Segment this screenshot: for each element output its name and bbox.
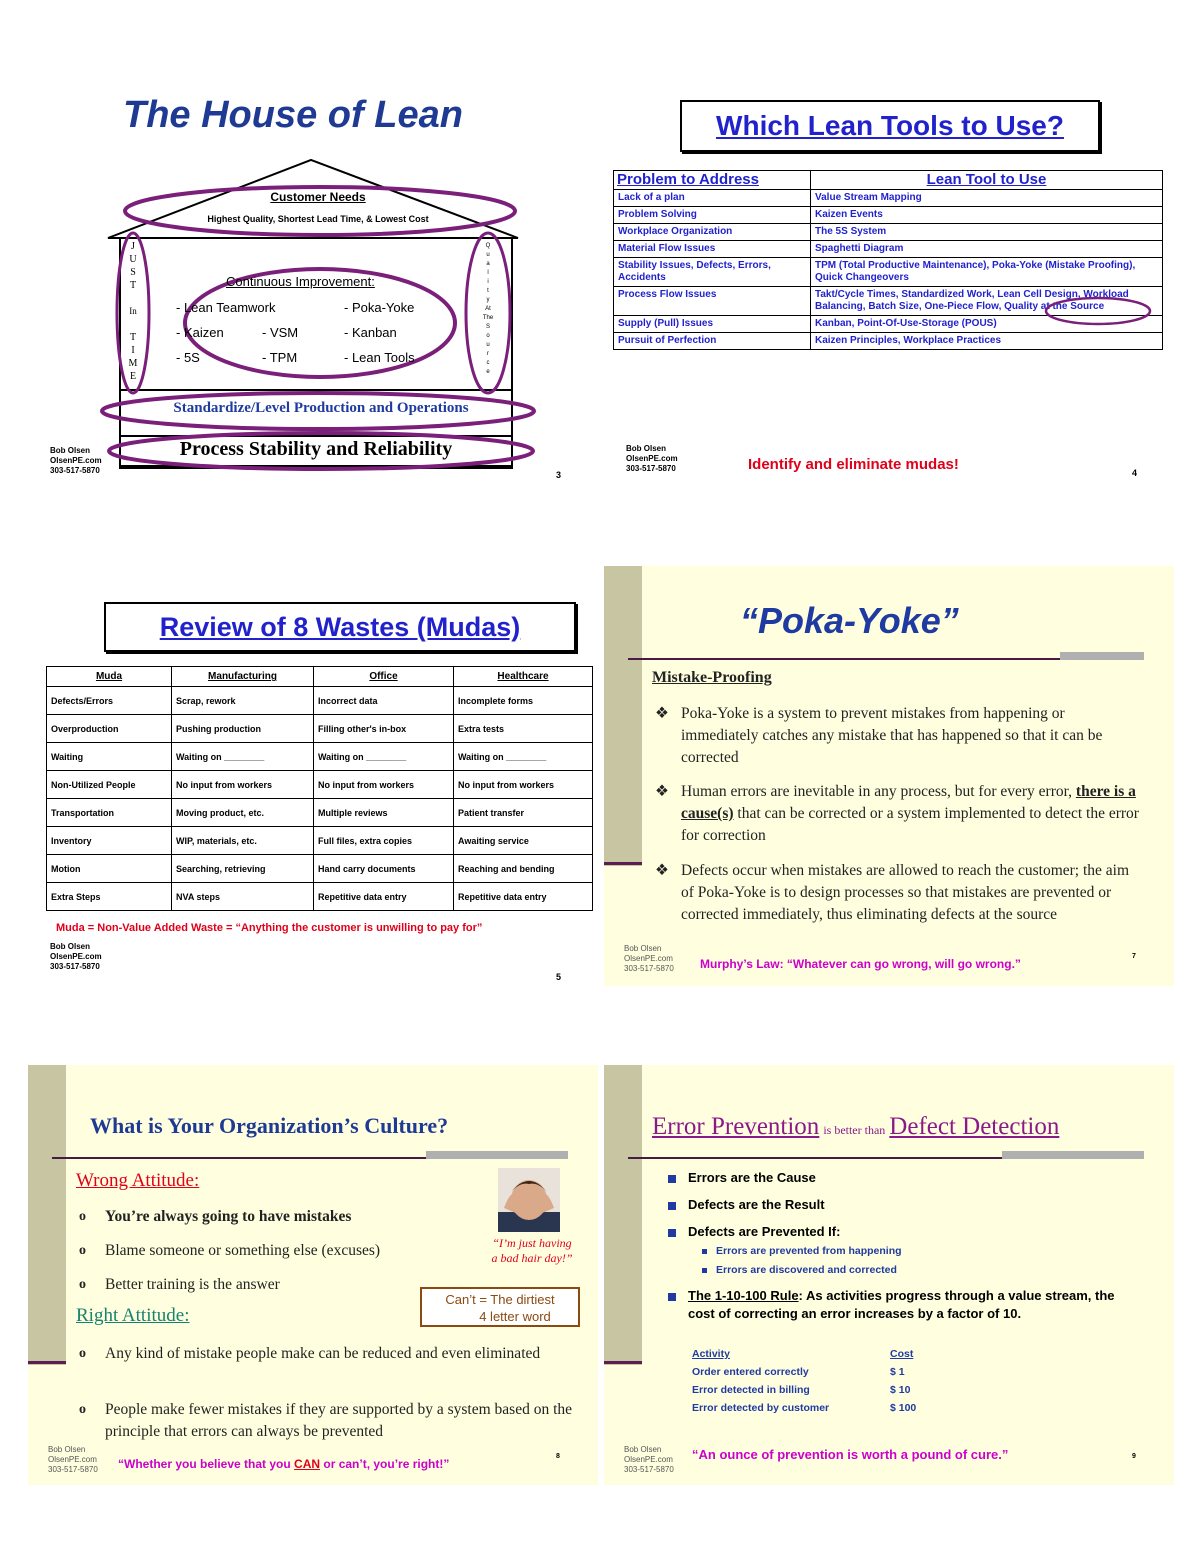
author-block: [50, 446, 102, 476]
table-cell: Repetitive data entry: [314, 883, 454, 911]
table-cell: Reaching and bending: [454, 855, 593, 883]
slide-footer: “An ounce of prevention is worth a pound of cure.”: [692, 1447, 1009, 1462]
author-phone: 303-517-5870: [48, 1465, 98, 1474]
bullet-text: Errors are the Cause: [688, 1170, 816, 1185]
slide-title: “Poka-Yoke”: [740, 600, 959, 641]
jit-letter: E: [129, 371, 137, 382]
floor-label: Standardize/Level Production and Operations: [173, 400, 469, 416]
accent-bar: [28, 1065, 66, 1365]
table-cell: Defects/Errors: [47, 687, 172, 715]
table-cell: Spaghetti Diagram: [811, 241, 1163, 258]
bullet-item: [79, 1206, 505, 1228]
slide-8-wastes: [28, 566, 598, 986]
quality-letter: r: [487, 351, 489, 357]
author-site: OlsenPE.com: [624, 1455, 673, 1464]
ci-item: - VSM: [262, 325, 299, 340]
circle-bullet-icon: o: [79, 1209, 86, 1224]
author-site: OlsenPE.com: [50, 952, 102, 961]
author-site: OlsenPE.com: [50, 456, 102, 465]
square-bullet-icon: [668, 1229, 676, 1237]
table-row: [614, 241, 1163, 258]
author-block: [48, 1445, 98, 1475]
table-header: Activity: [692, 1348, 730, 1360]
author-name: Bob Olsen: [624, 944, 662, 953]
slide-footer: Identify and eliminate mudas!: [748, 456, 959, 473]
bullet-text: : As activities progress through a value stream, the cost of correcting an error increases by a factor of 10.: [688, 1288, 1115, 1321]
bullet-text: Defects are the Result: [688, 1197, 825, 1212]
title-part: is better than: [823, 1123, 886, 1137]
table-cell: Workplace Organization: [614, 224, 811, 241]
table-cell: Waiting on ________: [314, 743, 454, 771]
jit-letter: J: [131, 241, 135, 252]
circle-bullet-icon: o: [79, 1402, 86, 1417]
table-cell: Pursuit of Perfection: [614, 333, 811, 350]
table-cell: Waiting on ________: [172, 743, 314, 771]
table-header-row: [614, 171, 1163, 190]
slide-poka-yoke: [604, 566, 1174, 986]
page-number: 7: [1132, 953, 1136, 960]
roof-subtitle: Highest Quality, Shortest Lead Time, & Lowest Cost: [207, 214, 429, 224]
table-cell: Moving product, etc.: [172, 799, 314, 827]
bullet-emphasis: there is a cause(s): [681, 783, 1136, 822]
table-row: [614, 333, 1163, 350]
author-name: Bob Olsen: [48, 1445, 86, 1454]
table-cell: Value Stream Mapping: [811, 190, 1163, 207]
table-row: [614, 190, 1163, 207]
table-cell: Order entered correctly: [692, 1366, 809, 1378]
bullet-item: [655, 703, 1141, 769]
author-phone: 303-517-5870: [626, 464, 676, 473]
quality-letter: l: [487, 270, 489, 276]
frustrated-person-photo: [498, 1168, 560, 1232]
bullet-text: Better training is the answer: [105, 1276, 280, 1293]
table-header: Healthcare: [454, 667, 593, 687]
table-cell: Extra Steps: [47, 883, 172, 911]
diamond-bullet-icon: ❖: [655, 862, 669, 879]
table-header-row: [692, 1345, 916, 1363]
table-cell: Repetitive data entry: [454, 883, 593, 911]
table-cell: Overproduction: [47, 715, 172, 743]
bullet-item: [688, 1287, 1128, 1323]
table-cell: Scrap, rework: [172, 687, 314, 715]
table-cell: Non-Utilized People: [47, 771, 172, 799]
author-phone: 303-517-5870: [624, 1465, 674, 1474]
square-bullet-icon: [668, 1293, 676, 1301]
bullet-text: Defects occur when mistakes are allowed to reach the customer; the aim of Poka-Yoke is to design processes so that mistakes are prevented or corrected immediately, thus eliminating defects at the source: [681, 862, 1130, 923]
photo-caption: [482, 1236, 582, 1266]
table-cell: Incomplete forms: [454, 687, 593, 715]
jit-letter: T: [129, 280, 137, 291]
table-row: [47, 771, 593, 799]
ci-item: - Poka-Yoke: [344, 300, 415, 315]
table-cell: Stability Issues, Defects, Errors, Accidents: [614, 258, 811, 287]
accent-bar-dark: [604, 1361, 642, 1364]
cant-callout-box: [420, 1287, 580, 1327]
bullet-text: Defects are Prevented If:: [688, 1224, 841, 1239]
table-cell: Material Flow Issues: [614, 241, 811, 258]
circle-bullet-icon: o: [79, 1277, 86, 1292]
bullet-text: Blame someone or something else (excuses): [105, 1242, 381, 1259]
square-bullet-icon: [668, 1175, 676, 1183]
bullet-text: Poka-Yoke is a system to prevent mistakes from happening or immediately catches any mistake that has happened so that it can be corrected: [681, 705, 1103, 766]
bullet-item: [79, 1240, 505, 1262]
footer-emphasis: CAN: [294, 1457, 321, 1471]
table-row: [47, 827, 593, 855]
table-cell: Problem Solving: [614, 207, 811, 224]
table-row: [614, 224, 1163, 241]
table-cell: Transportation: [47, 799, 172, 827]
table-cell: Process Flow Issues: [614, 287, 811, 316]
table-cell: The 5S System: [811, 224, 1163, 241]
slide-title: What is Your Organization’s Culture?: [90, 1113, 449, 1138]
slide-footer: [118, 1457, 449, 1471]
jit-letter: [126, 318, 140, 331]
table-row: [614, 258, 1163, 287]
table-cell: $ 1: [890, 1366, 905, 1378]
ci-item: - Kanban: [344, 325, 397, 340]
jit-letter: M: [128, 358, 138, 369]
author-name: Bob Olsen: [626, 444, 667, 453]
author-phone: 303-517-5870: [624, 964, 674, 973]
ci-item: - Lean Teamwork: [176, 300, 276, 315]
left-pillar-jit: [126, 240, 140, 383]
callout-line: Can’t = The dirtiest: [445, 1292, 555, 1307]
author-phone: 303-517-5870: [50, 962, 100, 971]
table-cell: Patient transfer: [454, 799, 593, 827]
table-cell: Multiple reviews: [314, 799, 454, 827]
bullet-item: [79, 1343, 575, 1365]
bullet-text: Errors are discovered and corrected: [716, 1264, 897, 1276]
table-row: [47, 715, 593, 743]
title-divider-accent: [426, 1151, 568, 1159]
page-number: 5: [556, 972, 562, 982]
table-row: [47, 743, 593, 771]
table-header: Cost: [890, 1348, 914, 1360]
table-cell: Kaizen Principles, Workplace Practices: [811, 333, 1163, 350]
slide-title: Which Lean Tools to Use?: [680, 100, 1100, 152]
sub-bullet-item: [716, 1244, 902, 1258]
title-part: Defect Detection: [889, 1113, 1060, 1140]
ci-item: - TPM: [262, 350, 298, 365]
accent-bar: [604, 566, 642, 866]
table-header: Problem to Address: [614, 171, 811, 190]
table-row: [614, 207, 1163, 224]
bullet-item: [688, 1196, 825, 1214]
table-cell: Full files, extra copies: [314, 827, 454, 855]
quality-letter: u: [486, 342, 490, 348]
slide-subtitle: Mistake-Proofing: [652, 669, 772, 686]
author-name: Bob Olsen: [50, 446, 91, 455]
caption-line: “I’m just having: [492, 1236, 572, 1250]
quality-letter: i: [487, 279, 489, 285]
table-header: Office: [314, 667, 454, 687]
slide-error-prevention: [604, 1065, 1174, 1485]
cost-table: [692, 1345, 916, 1417]
table-cell: Supply (Pull) Issues: [614, 316, 811, 333]
table-row: [47, 799, 593, 827]
quality-letter: The: [482, 315, 494, 321]
table-cell: TPM (Total Productive Maintenance), Poka-Yoke (Mistake Proofing), Quick Changeovers: [811, 258, 1163, 287]
title-divider-accent: [1002, 1151, 1144, 1159]
table-cell: WIP, materials, etc.: [172, 827, 314, 855]
foundation-label: Process Stability and Reliability: [179, 438, 453, 460]
table-cell: Hand carry documents: [314, 855, 454, 883]
table-cell: No input from workers: [314, 771, 454, 799]
quality-letter: u: [486, 252, 490, 258]
table-cell: Pushing production: [172, 715, 314, 743]
jit-letter: [126, 292, 140, 305]
author-block: [624, 944, 674, 974]
square-bullet-icon: [702, 1268, 707, 1273]
accent-bar-dark: [604, 862, 642, 865]
table-header: Manufacturing: [172, 667, 314, 687]
table-cell: Motion: [47, 855, 172, 883]
table-cell: Awaiting service: [454, 827, 593, 855]
bullet-text: You’re always going to have mistakes: [105, 1208, 352, 1225]
author-site: OlsenPE.com: [624, 954, 673, 963]
table-cell: Kaizen Events: [811, 207, 1163, 224]
quality-letter: S: [485, 324, 490, 330]
slide-title: [652, 1113, 1059, 1141]
title-part: Error Prevention: [652, 1113, 820, 1140]
quality-letter: y: [486, 297, 490, 303]
square-bullet-icon: [668, 1202, 676, 1210]
diamond-bullet-icon: ❖: [655, 705, 669, 722]
quality-letter: o: [486, 333, 490, 339]
quality-letter: Q: [485, 243, 491, 249]
table-cell: Searching, retrieving: [172, 855, 314, 883]
accent-bar: [604, 1065, 642, 1365]
author-block: [50, 942, 102, 972]
quality-letter: At: [485, 306, 491, 312]
square-bullet-icon: [702, 1249, 707, 1254]
table-cell: No input from workers: [454, 771, 593, 799]
slide-title: Review of 8 Wastes (Mudas): [104, 602, 576, 652]
author-site: OlsenPE.com: [48, 1455, 97, 1464]
table-row: [692, 1381, 916, 1399]
page-number: 4: [1132, 468, 1138, 478]
bullet-item: [655, 781, 1141, 847]
table-cell: Lack of a plan: [614, 190, 811, 207]
bullet-emphasis: The 1-10-100 Rule: [688, 1288, 799, 1303]
diamond-bullet-icon: ❖: [655, 783, 669, 800]
table-cell: Incorrect data: [314, 687, 454, 715]
house-diagram: [28, 80, 598, 500]
table-row: [692, 1399, 916, 1417]
page-number: 9: [1132, 1453, 1136, 1460]
jit-letter: In: [129, 306, 137, 316]
table-cell: Takt/Cycle Times, Standardized Work, Lean Cell Design, Workload Balancing, Batch Size, One-Piece Flow, Quality at the Source: [811, 287, 1163, 316]
poka-yoke-highlight: [1040, 292, 1160, 332]
ci-title: Continuous Improvement:: [226, 274, 375, 289]
table-header: Muda: [47, 667, 172, 687]
slide-title: The House of Lean: [123, 94, 463, 136]
bullet-text: Any kind of mistake people make can be reduced and even eliminated: [105, 1345, 541, 1362]
page-number: 3: [556, 470, 562, 480]
table-cell: No input from workers: [172, 771, 314, 799]
bullet-item: [688, 1169, 816, 1187]
bullet-item: [688, 1223, 840, 1241]
title-divider-accent: [1060, 652, 1144, 660]
table-cell: Kanban, Point-Of-Use-Storage (POUS): [811, 316, 1163, 333]
bullet-text: Errors are prevented from happening: [716, 1245, 902, 1257]
quality-letter: t: [487, 288, 489, 294]
table-cell: NVA steps: [172, 883, 314, 911]
table-cell: Filling other's in-box: [314, 715, 454, 743]
quality-letter: c: [486, 360, 490, 366]
table-cell: $ 10: [890, 1384, 911, 1396]
table-row: [47, 855, 593, 883]
ci-item: - Kaizen: [176, 325, 224, 340]
author-name: Bob Olsen: [50, 942, 91, 951]
quality-letter: a: [486, 261, 490, 267]
table-cell: Waiting: [47, 743, 172, 771]
bullet-text: Human errors are inevitable in any process, but for every error,: [681, 783, 1076, 800]
table-cell: Error detected in billing: [692, 1384, 810, 1396]
bullet-item: [79, 1399, 575, 1443]
ci-item: - 5S: [176, 350, 200, 365]
caption-line: a bad hair day!”: [491, 1251, 573, 1265]
table-row: [692, 1363, 916, 1381]
table-header-row: [47, 667, 593, 687]
table-cell: Waiting on ________: [454, 743, 593, 771]
callout-line: 4 letter word: [479, 1309, 551, 1324]
table-header: Lean Tool to Use: [811, 171, 1163, 190]
jit-letter: S: [130, 267, 136, 278]
slide-footer: Murphy’s Law: “Whatever can go wrong, will go wrong.”: [700, 957, 1021, 971]
table-cell: $ 100: [890, 1402, 917, 1414]
table-cell: Inventory: [47, 827, 172, 855]
author-name: Bob Olsen: [624, 1445, 662, 1454]
footer-text: or can’t, you’re right!”: [320, 1457, 450, 1471]
accent-bar-dark: [28, 1361, 66, 1364]
footer-text: “Whether you believe that you: [118, 1457, 295, 1471]
table-row: [47, 883, 593, 911]
author-block: [626, 444, 678, 474]
circle-bullet-icon: o: [79, 1243, 86, 1258]
slide-culture: [28, 1065, 598, 1485]
table-cell: Error detected by customer: [692, 1402, 830, 1414]
bullet-item: [655, 860, 1141, 926]
bullet-text: that can be corrected or a system implemented to detect the error for correction: [681, 805, 1139, 844]
right-pillar-quality: [482, 242, 494, 377]
quality-letter: e: [486, 369, 490, 375]
slide-footer: Muda = Non-Value Added Waste = “Anything the customer is unwilling to pay for”: [56, 922, 483, 934]
ci-item: - Lean Tools: [344, 350, 415, 365]
wrong-attitude-heading: Wrong Attitude:: [76, 1170, 200, 1191]
jit-letter: T: [129, 332, 137, 343]
author-site: OlsenPE.com: [626, 454, 678, 463]
table-row: [47, 687, 593, 715]
roof-title: Customer Needs: [270, 190, 366, 204]
author-block: [624, 1445, 674, 1475]
jit-letter: I: [131, 345, 135, 356]
circle-bullet-icon: o: [79, 1346, 86, 1361]
slide-lean-tools: [604, 80, 1174, 500]
slide-house-of-lean: [28, 80, 598, 500]
bullet-text: People make fewer mistakes if they are supported by a system based on the principle that errors can always be prevented: [105, 1401, 573, 1440]
author-phone: 303-517-5870: [50, 466, 100, 475]
table-cell: Extra tests: [454, 715, 593, 743]
wastes-table: [46, 666, 593, 911]
page-number: 8: [556, 1453, 560, 1460]
right-attitude-heading: Right Attitude:: [76, 1305, 190, 1326]
sub-bullet-item: [716, 1263, 897, 1277]
jit-letter: U: [129, 254, 137, 265]
